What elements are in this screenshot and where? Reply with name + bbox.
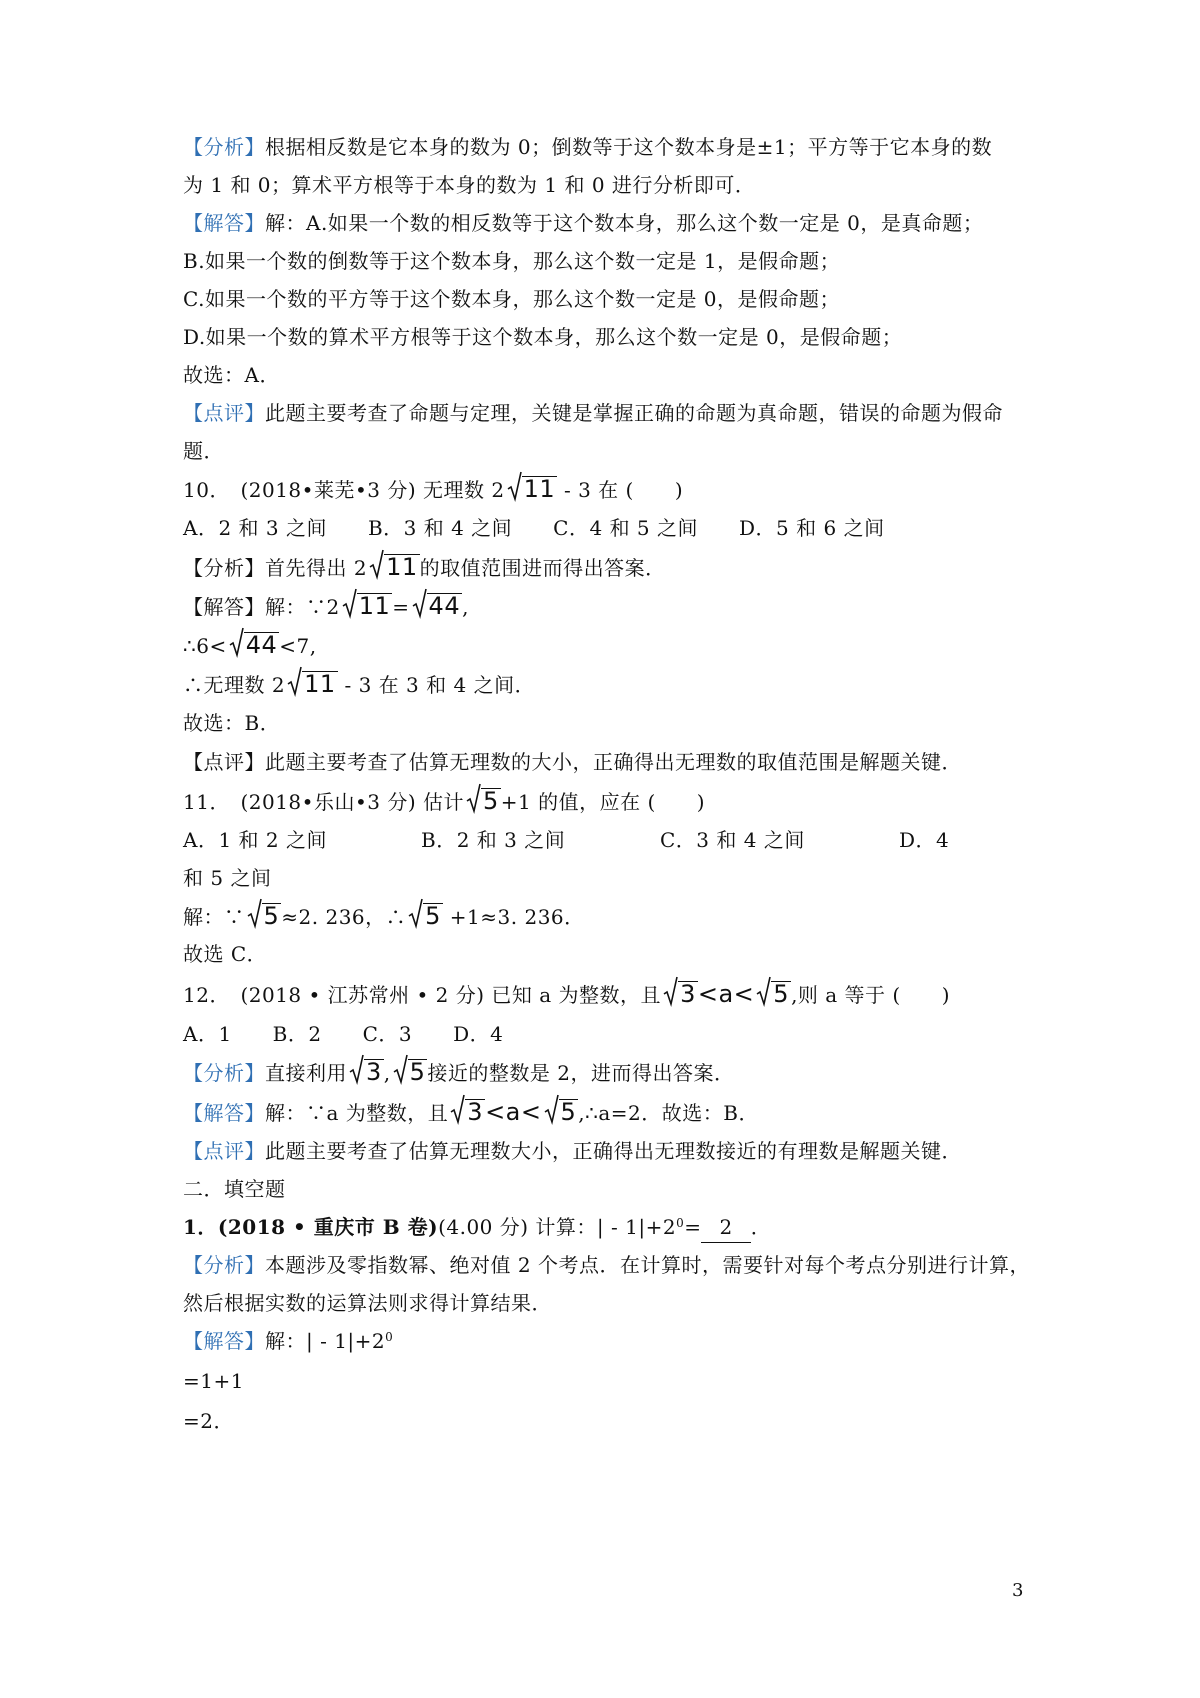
radical-sign-icon	[756, 975, 771, 1007]
stem-text: 12． (2018 • 江苏常州 • 2 分) 已知 a 为整数，且	[183, 983, 662, 1007]
answer-blank: 2	[701, 1212, 750, 1243]
comment-text: 此题主要考查了估算无理数的大小，正确得出无理数的取值范围是解题关键．	[265, 750, 962, 774]
fill-q1-analysis-1	[183, 1250, 1043, 1280]
q12-comment	[183, 1136, 1043, 1166]
step-text-post: <7,	[279, 634, 317, 658]
step-text-post: - 3 在 3 和 4 之间．	[337, 673, 536, 697]
question-source: (2018 • 重庆市 B 卷)	[217, 1215, 439, 1239]
radical-sign-icon	[229, 626, 244, 658]
equals: =	[392, 595, 410, 619]
less-than-sign: <	[697, 980, 719, 1008]
radical-sign-icon	[287, 665, 302, 697]
sqrt-11: 11	[287, 669, 338, 700]
sqrt-3: 3	[663, 979, 698, 1010]
less-than-sign: <	[520, 1098, 542, 1126]
q11-choice: 故选 C．	[183, 942, 268, 966]
q9-comment-line-1	[183, 398, 1043, 428]
q10-step-2	[183, 630, 1043, 661]
sqrt-5: 5	[247, 901, 282, 932]
q9-analysis-line-2: 为 1 和 0；算术平方根等于本身的数为 1 和 0 进行分析即可．	[183, 173, 756, 197]
q11-stem	[183, 786, 1043, 817]
period: ．	[750, 1215, 772, 1239]
fill-q1-stem	[183, 1212, 1043, 1243]
step-text: ∴6<	[183, 634, 227, 658]
sqrt-3: 3	[349, 1057, 384, 1088]
q9-answer-line-b: B.如果一个数的倒数等于这个数本身，那么这个数一定是 1，是假命题；	[183, 249, 841, 273]
stem-text: 11． (2018•乐山•3 分) 估计	[183, 790, 464, 814]
answer-text: 解：| - 1|+2	[265, 1329, 386, 1353]
question-stem: (4.00 分) 计算：| - 1|+2	[438, 1215, 677, 1239]
question-number: 1．	[183, 1215, 218, 1239]
option-d: D．4	[899, 828, 950, 852]
q11-solution	[183, 901, 1043, 932]
step-text: ∴无理数 2	[183, 673, 286, 697]
q10-analysis	[183, 552, 1043, 583]
answer-text: 解：∵a 为整数，且	[265, 1101, 449, 1125]
comment-tag: 【点评】	[183, 750, 265, 774]
answer-text-post: ,	[462, 595, 469, 619]
q12-answer	[183, 1097, 1043, 1128]
variable-a: a	[505, 1098, 521, 1126]
radical-sign-icon	[342, 587, 357, 619]
page-number: 3	[1012, 1580, 1024, 1601]
radical-sign-icon	[450, 1093, 465, 1125]
less-than-sign: <	[485, 1098, 506, 1126]
q10-stem	[183, 474, 1043, 505]
solution-text-mid: ≈2. 236，∴	[281, 905, 407, 929]
fill-q1-analysis-2: 然后根据实数的运算法则求得计算结果．	[183, 1291, 552, 1315]
radical-sign-icon	[663, 975, 678, 1007]
fill-q1-step-1: =1+1	[183, 1369, 244, 1393]
analysis-text-post: 接近的整数是 2，进而得出答案．	[427, 1061, 735, 1085]
radical-sign-icon	[412, 587, 427, 619]
answer-tag: 【解答】	[183, 211, 265, 235]
analysis-text: 直接利用	[265, 1061, 347, 1085]
comment-tag: 【点评】	[183, 1139, 265, 1163]
q12-stem	[183, 979, 1043, 1010]
sqrt-5: 5	[408, 901, 443, 932]
q10-comment	[183, 747, 1043, 777]
radical-sign-icon	[369, 548, 384, 580]
radical-sign-icon	[393, 1053, 408, 1085]
section-title: 二．填空题	[183, 1177, 286, 1201]
analysis-tag: 【分析】	[183, 556, 265, 580]
sqrt-5: 5	[756, 979, 791, 1010]
radical-sign-icon	[408, 897, 423, 929]
q10-options: A．2 和 3 之间 B．3 和 4 之间 C．4 和 5 之间 D．5 和 6 之间	[183, 516, 885, 540]
exponent: 0	[676, 1216, 685, 1230]
analysis-text: 本题涉及零指数幂、绝对值 2 个考点．在计算时，需要针对每个考点分别进行计算，	[265, 1253, 1030, 1277]
option-c: C．3 和 4 之间	[660, 828, 805, 852]
answer-tag: 【解答】	[183, 1101, 265, 1125]
q9-comment-line-2: 题．	[183, 439, 224, 463]
q9-answer-line-a	[183, 208, 1043, 238]
comment-tag: 【点评】	[183, 401, 265, 425]
answer-text-post: ,∴a=2．故选：B．	[578, 1101, 759, 1125]
sqrt-44: 44	[412, 591, 463, 622]
analysis-tag: 【分析】	[183, 1061, 265, 1085]
option-a: A．1 和 2 之间	[183, 828, 327, 852]
sqrt-11: 11	[369, 552, 420, 583]
solution-text-post: +1≈3. 236．	[442, 905, 585, 929]
q12-analysis	[183, 1057, 1043, 1088]
radical-sign-icon	[466, 782, 481, 814]
q9-choice: 故选：A．	[183, 363, 280, 387]
q10-step-3	[183, 669, 1043, 700]
less-than-sign: <	[733, 980, 755, 1008]
analysis-text: 根据相反数是它本身的数为 0；倒数等于这个数本身是±1；平方等于它本身的数	[265, 135, 993, 159]
radical-sign-icon	[349, 1053, 364, 1085]
analysis-text-post: 的取值范围进而得出答案．	[419, 556, 666, 580]
solution-text: 解：∵	[183, 905, 245, 929]
stem-text: 10． (2018•莱芜•3 分) 无理数 2	[183, 478, 505, 502]
q9-analysis-line-1	[183, 132, 1043, 162]
answer-text: 解：∵2	[265, 595, 340, 619]
analysis-text: 首先得出 2	[265, 556, 368, 580]
equals: =	[684, 1215, 702, 1239]
variable-a: a	[718, 980, 734, 1008]
comma: ,	[383, 1061, 391, 1085]
stem-text-post: ,则 a 等于 ( )	[791, 983, 951, 1007]
sqrt-5: 5	[544, 1097, 579, 1128]
q12-options: A．1 B．2 C．3 D．4	[183, 1022, 504, 1046]
fill-q1-answer	[183, 1326, 1043, 1356]
sqrt-5: 5	[466, 786, 501, 817]
option-b: B．2 和 3 之间	[421, 828, 566, 852]
analysis-tag: 【分析】	[183, 1253, 265, 1277]
sqrt-11: 11	[342, 591, 393, 622]
answer-tag: 【解答】	[183, 595, 265, 619]
comment-text: 此题主要考查了命题与定理，关键是掌握正确的命题为真命题，错误的命题为假命	[265, 401, 1003, 425]
q10-answer	[183, 591, 1043, 622]
answer-tag: 【解答】	[183, 1329, 265, 1353]
q9-answer-line-d: D.如果一个数的算术平方根等于这个数本身，那么这个数一定是 0，是假命题；	[183, 325, 903, 349]
analysis-tag: 【分析】	[183, 135, 265, 159]
radical-sign-icon	[247, 897, 262, 929]
sqrt-11: 11	[507, 474, 558, 505]
q9-answer-line-c: C.如果一个数的平方等于这个数本身，那么这个数一定是 0，是假命题；	[183, 287, 841, 311]
stem-text-post: +1 的值，应在 ( )	[500, 790, 706, 814]
answer-text: 解：A.如果一个数的相反数等于这个数本身，那么这个数一定是 0，是真命题；	[265, 211, 984, 235]
comment-text: 此题主要考查了估算无理数大小，正确得出无理数接近的有理数是解题关键．	[265, 1139, 962, 1163]
q11-option-d-cont: 和 5 之间	[183, 866, 272, 890]
fill-q1-step-2: =2．	[183, 1409, 234, 1433]
q10-choice: 故选：B．	[183, 711, 281, 735]
stem-text-post: - 3 在 ( )	[557, 478, 684, 502]
sqrt-5: 5	[393, 1057, 428, 1088]
exponent: 0	[385, 1330, 394, 1344]
radical-sign-icon	[544, 1093, 559, 1125]
sqrt-3: 3	[450, 1097, 485, 1128]
sqrt-44: 44	[229, 630, 280, 661]
radical-sign-icon	[507, 470, 522, 502]
